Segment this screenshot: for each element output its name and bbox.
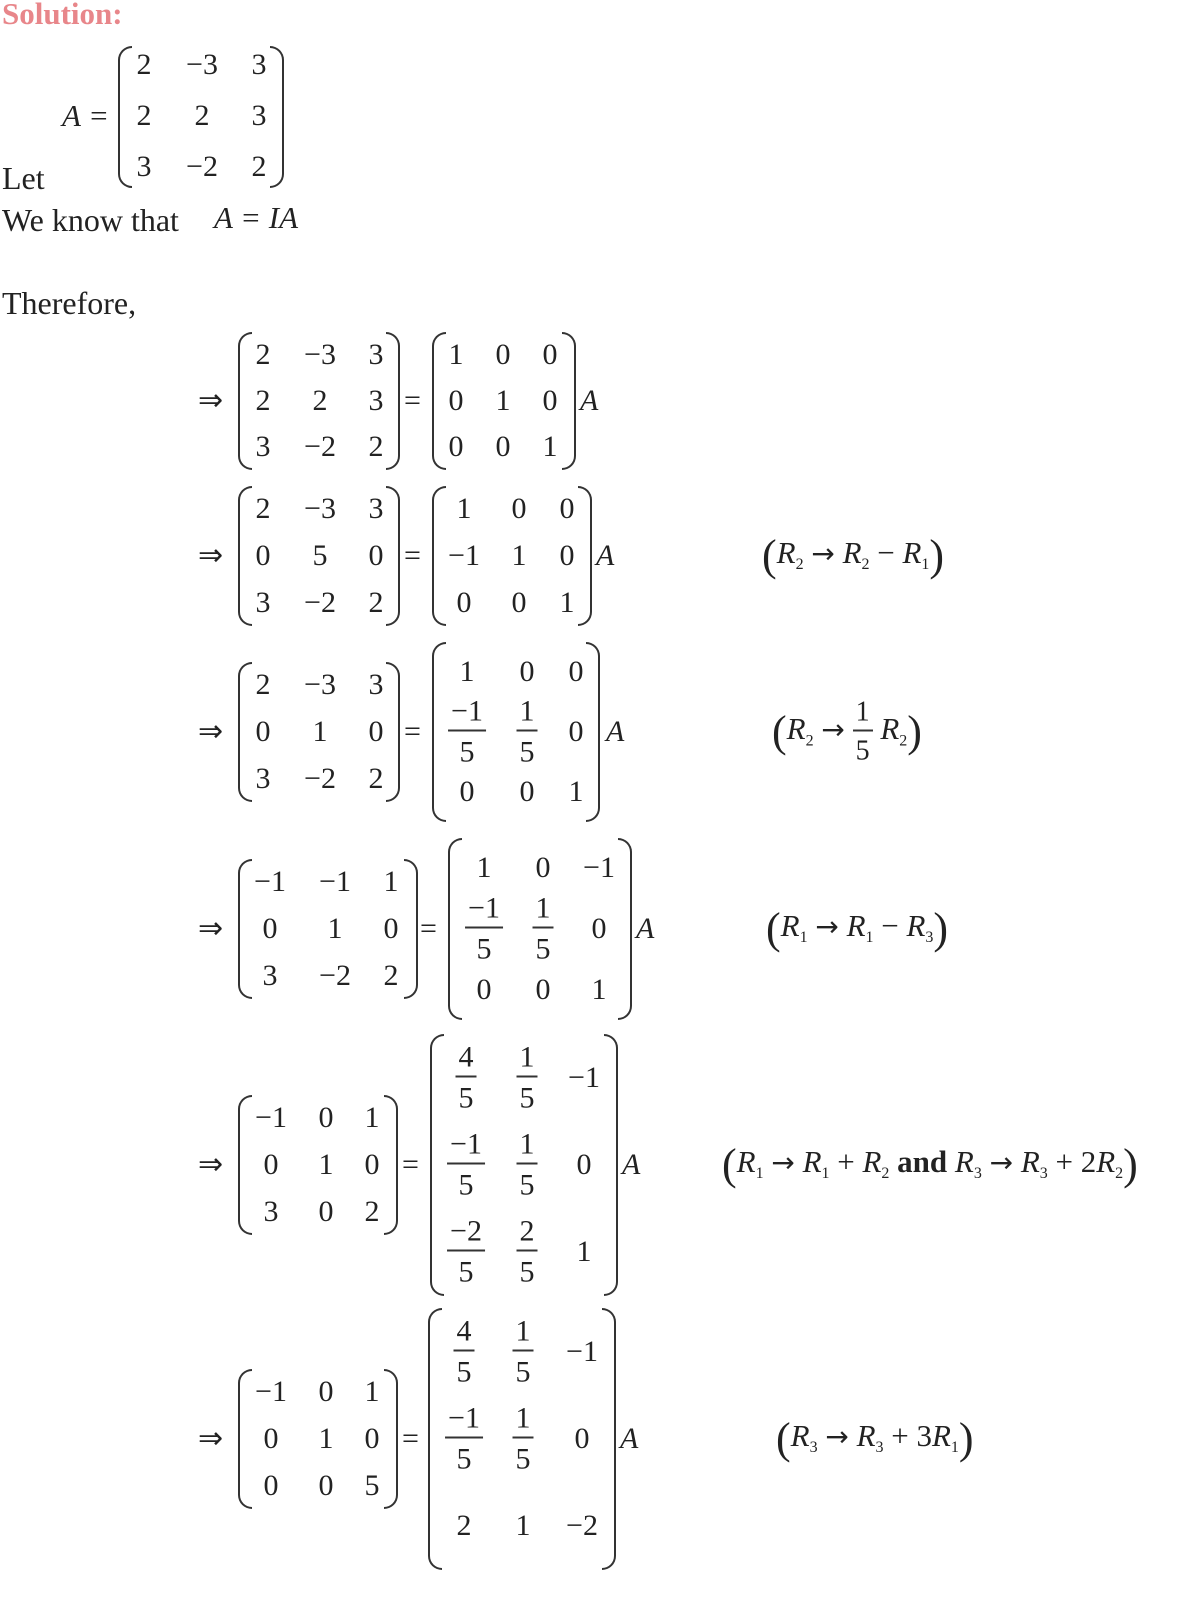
- matrix-cell: 0: [559, 539, 575, 572]
- matrix-cell: 3: [255, 585, 271, 619]
- left-matrix: [238, 1095, 398, 1235]
- row-index: 2: [1115, 1165, 1124, 1183]
- close-paren: ): [933, 904, 949, 953]
- fraction: [517, 694, 538, 769]
- matrix-cell: 1: [448, 338, 464, 371]
- identity-equation: A = IA: [214, 200, 299, 235]
- matrix-cell: 0: [318, 1194, 334, 1228]
- equals-sign: =: [404, 539, 421, 572]
- matrix-cell: [517, 1214, 538, 1289]
- matrix-cell: [513, 1316, 534, 1387]
- matrix-cell: 1: [456, 492, 472, 526]
- fraction-numerator: 1: [533, 894, 554, 929]
- matrix-cell: [454, 1316, 475, 1387]
- right-bracket: [578, 486, 592, 626]
- right-matrix: [432, 332, 576, 470]
- matrix-cell: −1: [568, 1060, 600, 1094]
- matrix-cell: −1: [448, 539, 480, 572]
- row-symbol: R: [856, 1418, 876, 1454]
- row-operation-note: (R1 → R1 − R3): [766, 904, 949, 953]
- row-index: 1: [821, 1165, 830, 1183]
- fraction-numerator: 1: [517, 1130, 538, 1165]
- fraction-denominator: 5: [519, 1168, 535, 1202]
- matrix-cell: −3: [186, 48, 218, 81]
- fraction-numerator: 1: [853, 699, 873, 732]
- close-paren: ): [929, 531, 945, 580]
- matrix-cell: −2: [186, 150, 218, 183]
- right-bracket: [602, 1308, 616, 1570]
- matrix-cell: 1: [559, 585, 575, 619]
- matrix-cell: −1: [255, 1375, 287, 1409]
- row-index: 1: [921, 556, 930, 574]
- fraction: [454, 1316, 475, 1387]
- matrix-cell: 2: [364, 1194, 380, 1228]
- fraction: [447, 1214, 485, 1289]
- matrix-cell: 1: [568, 775, 584, 808]
- matrix-cell: 3: [255, 430, 271, 463]
- row-index: 1: [799, 929, 808, 947]
- fraction: [517, 1214, 538, 1289]
- implies-symbol: ⇒: [198, 1421, 224, 1456]
- matrix-A-symbol: A: [622, 1148, 641, 1181]
- left-bracket: [238, 1369, 252, 1509]
- matrix-cell: 3: [136, 150, 152, 183]
- right-bracket: [386, 486, 400, 626]
- matrix-cell: [447, 1214, 485, 1289]
- row-operation-note: [772, 696, 922, 767]
- matrix-A-symbol: A: [606, 715, 625, 748]
- equals-sign: =: [404, 384, 421, 417]
- matrix-cell: 2: [368, 585, 384, 619]
- fraction-numerator: 1: [517, 1042, 538, 1077]
- close-paren: ): [1123, 1140, 1138, 1189]
- matrix-cell: 2: [136, 48, 152, 81]
- fraction-numerator: 4: [454, 1316, 475, 1351]
- matrix-cell: [465, 891, 503, 966]
- row-symbol: R: [776, 535, 796, 571]
- right-bracket: [386, 332, 400, 470]
- left-bracket: [238, 332, 252, 470]
- matrix-cell: 0: [591, 912, 607, 945]
- left-matrix: [238, 1369, 398, 1509]
- right-bracket: [604, 1034, 618, 1296]
- open-paren: (: [772, 707, 787, 756]
- matrix-cell: [445, 1401, 483, 1476]
- matrix-cell: 0: [542, 384, 558, 417]
- matrix-cell: 2: [136, 99, 152, 132]
- matrix-cell: 2: [456, 1509, 472, 1543]
- matrix-cell: 1: [312, 715, 328, 748]
- row-index: 3: [973, 1165, 982, 1183]
- matrix-A-symbol: A: [636, 912, 655, 945]
- left-matrix: [238, 332, 400, 470]
- matrix-cell: 0: [448, 430, 464, 463]
- fraction: [517, 1127, 538, 1202]
- right-bracket: [618, 838, 632, 1020]
- matrix-cell: 2: [255, 384, 271, 417]
- matrix-cell: −3: [304, 492, 336, 526]
- matrix-A-symbol: A: [580, 384, 599, 417]
- matrix-cell: 0: [559, 492, 575, 526]
- matrix-cell: [517, 1127, 538, 1202]
- close-paren: ): [907, 707, 922, 756]
- matrix-cell: 3: [262, 958, 278, 992]
- right-matrix: [432, 642, 600, 822]
- matrix-cell: 2: [368, 430, 384, 463]
- matrix-cell: 0: [318, 1375, 334, 1409]
- matrix-cell: 0: [495, 338, 511, 371]
- fraction: [447, 1127, 485, 1202]
- close-paren: ): [958, 1414, 974, 1463]
- fraction-denominator: 5: [519, 1255, 535, 1289]
- matrix-cell: 2: [255, 668, 271, 702]
- left-bracket: [238, 662, 252, 802]
- open-paren: (: [776, 1414, 791, 1463]
- matrix-cell: 0: [368, 715, 384, 748]
- open-paren: (: [722, 1140, 737, 1189]
- row-symbol: R: [954, 1144, 974, 1180]
- row-symbol: R: [786, 711, 806, 747]
- implies-symbol: ⇒: [198, 383, 224, 418]
- fraction-denominator: 5: [476, 932, 492, 966]
- fraction-numerator: 1: [513, 1316, 534, 1351]
- row-symbol: R: [736, 1144, 756, 1180]
- row-index: 2: [795, 556, 804, 574]
- fraction-denominator: 5: [458, 1255, 474, 1289]
- fraction-denominator: 5: [459, 735, 475, 769]
- left-bracket: [430, 1034, 444, 1296]
- fraction-numerator: −1: [447, 1130, 485, 1165]
- fraction-denominator: 5: [855, 735, 870, 767]
- matrix-cell: 0: [576, 1148, 592, 1181]
- open-paren: (: [762, 531, 777, 580]
- matrix-cell: 0: [495, 430, 511, 463]
- row-index: 3: [925, 929, 934, 947]
- matrix-cell: 0: [542, 338, 558, 371]
- matrix-cell: 3: [368, 492, 384, 526]
- left-matrix: [238, 859, 418, 999]
- fraction-denominator: 5: [515, 1442, 531, 1476]
- fraction: [513, 1316, 534, 1387]
- arrow-symbol: →: [811, 537, 835, 571]
- arrow-symbol: →: [771, 1146, 795, 1180]
- row-symbol: R: [846, 908, 866, 944]
- matrix-cell: 0: [368, 539, 384, 572]
- matrix-cell: [517, 694, 538, 769]
- matrix-cell: 0: [535, 851, 551, 885]
- matrix-cell: 2: [312, 384, 328, 417]
- matrix-cell: −2: [319, 958, 351, 992]
- matrix-cell: −2: [304, 761, 336, 795]
- right-bracket: [386, 662, 400, 802]
- matrix-cell: 1: [576, 1235, 592, 1269]
- matrix-cell: 2: [368, 761, 384, 795]
- matrix-cell: 1: [327, 912, 343, 945]
- left-bracket: [448, 838, 462, 1020]
- fraction-denominator: 5: [458, 1081, 474, 1115]
- row-operation-note: (R3 → R3 + 3R1): [776, 1414, 974, 1463]
- matrix-cell: −3: [304, 668, 336, 702]
- arrow-symbol: →: [815, 910, 839, 944]
- left-bracket: [238, 1095, 252, 1235]
- fraction-denominator: 5: [519, 1081, 535, 1115]
- fraction-numerator: −2: [447, 1217, 485, 1252]
- row-symbol: R: [880, 711, 900, 747]
- matrix-cell: 0: [456, 585, 472, 619]
- and-word: and: [897, 1144, 948, 1180]
- matrix-cell: 2: [255, 492, 271, 526]
- row-index: 3: [1039, 1165, 1048, 1183]
- matrix-cell: −1: [583, 851, 615, 885]
- matrix-cell: 0: [519, 775, 535, 808]
- left-matrix: [238, 486, 400, 626]
- fraction-denominator: 5: [515, 1355, 531, 1389]
- matrix-cell: 0: [263, 1148, 279, 1181]
- matrix-cell: 0: [476, 972, 492, 1006]
- matrix-cell: 0: [255, 715, 271, 748]
- fraction-numerator: −1: [465, 894, 503, 929]
- matrix-cell: −1: [566, 1334, 598, 1368]
- row-index: 1: [755, 1165, 764, 1183]
- matrix-cell: 0: [448, 384, 464, 417]
- matrix-cell: 0: [459, 775, 475, 808]
- matrix-cell: 3: [255, 761, 271, 795]
- matrix-cell: [447, 1127, 485, 1202]
- matrix-cell: 0: [318, 1468, 334, 1502]
- matrix-cell: 5: [312, 539, 328, 572]
- row-index: 3: [875, 1439, 884, 1457]
- matrix-cell: 1: [476, 851, 492, 885]
- matrix-cell: 1: [383, 865, 399, 899]
- matrix-cell: [448, 694, 486, 769]
- row-symbol: R: [780, 908, 800, 944]
- left-bracket: [428, 1308, 442, 1570]
- matrix-cell: 1: [542, 430, 558, 463]
- matrix-cell: 1: [364, 1101, 380, 1135]
- row-index: 2: [805, 732, 814, 750]
- row-symbol: R: [862, 1144, 882, 1180]
- matrix-cell: 3: [251, 48, 267, 81]
- arrow-symbol: →: [825, 1420, 849, 1454]
- matrix-cell: −2: [304, 430, 336, 463]
- left-matrix: [238, 662, 400, 802]
- matrix-cell: [456, 1042, 477, 1113]
- arrow-symbol: →: [821, 713, 845, 747]
- matrix-cell: 0: [262, 912, 278, 945]
- implies-symbol: ⇒: [198, 911, 224, 946]
- row-operation-note: (R1 → R1 + R2 and R3 → R3 + 2R2): [722, 1140, 1138, 1189]
- left-bracket: [432, 332, 446, 470]
- right-matrix: [448, 838, 632, 1020]
- matrix-cell: 0: [364, 1422, 380, 1455]
- row-symbol: R: [842, 535, 862, 571]
- row-index: 2: [881, 1165, 890, 1183]
- fraction: [465, 891, 503, 966]
- row-index: 2: [861, 556, 870, 574]
- fraction: [517, 1042, 538, 1113]
- row-symbol: R: [802, 1144, 822, 1180]
- matrix-cell: 1: [318, 1148, 334, 1181]
- fraction-numerator: −1: [445, 1404, 483, 1439]
- matrix-cell: [517, 1042, 538, 1113]
- matrix-cell: 0: [263, 1422, 279, 1455]
- equals-sign: =: [420, 912, 437, 945]
- fraction-denominator: 5: [519, 735, 535, 769]
- matrix-cell: 0: [255, 539, 271, 572]
- right-bracket: [404, 859, 418, 999]
- matrix-cell: 3: [263, 1194, 279, 1228]
- matrix-cell: 2: [194, 99, 210, 132]
- matrix-cell: −1: [255, 1101, 287, 1135]
- matrix-cell: 1: [459, 655, 475, 688]
- right-matrix: [430, 1034, 618, 1296]
- matrix-cell: 0: [568, 715, 584, 748]
- matrix-cell: 0: [318, 1101, 334, 1135]
- equals-sign: =: [404, 715, 421, 748]
- matrix-A-symbol: A: [620, 1422, 639, 1455]
- left-bracket: [432, 486, 446, 626]
- row-symbol: R: [906, 908, 926, 944]
- matrix-cell: [513, 1401, 534, 1476]
- fraction-numerator: 1: [513, 1404, 534, 1439]
- right-bracket: [384, 1095, 398, 1235]
- matrix-cell: 2: [251, 150, 267, 183]
- matrix-cell: 0: [568, 655, 584, 688]
- equals-sign: =: [402, 1148, 419, 1181]
- matrix-cell: 0: [263, 1468, 279, 1502]
- row-index: 2: [899, 732, 908, 750]
- right-matrix: [428, 1308, 616, 1570]
- row-symbol: R: [1020, 1144, 1040, 1180]
- right-bracket: [586, 642, 600, 822]
- fraction-numerator: −1: [448, 697, 486, 732]
- matrix-cell: 1: [591, 972, 607, 1006]
- matrix-cell: 3: [368, 384, 384, 417]
- matrix-cell: 0: [511, 585, 527, 619]
- row-index: 1: [950, 1439, 959, 1457]
- row-symbol: R: [1096, 1144, 1116, 1180]
- fraction: [448, 694, 486, 769]
- matrix-cell: 0: [574, 1422, 590, 1455]
- matrix-cell: 2: [383, 958, 399, 992]
- open-paren: (: [766, 904, 781, 953]
- fraction-denominator: 5: [456, 1442, 472, 1476]
- matrix-cell: −1: [254, 865, 286, 899]
- fraction: [513, 1401, 534, 1476]
- matrix-cell: 0: [364, 1148, 380, 1181]
- matrix-cell: −3: [304, 338, 336, 371]
- matrix-cell: −2: [566, 1509, 598, 1543]
- row-symbol: R: [931, 1418, 951, 1454]
- row-index: 3: [809, 1439, 818, 1457]
- matrix-cell: 3: [368, 338, 384, 371]
- right-matrix: [432, 486, 592, 626]
- let-text: Let: [2, 160, 45, 196]
- fraction: [445, 1401, 483, 1476]
- row-operation-note: (R2 → R2 − R1): [762, 531, 945, 580]
- fraction-denominator: 5: [458, 1168, 474, 1202]
- fraction: [533, 891, 554, 966]
- row-symbol: R: [790, 1418, 810, 1454]
- matrix-cell: 1: [364, 1375, 380, 1409]
- matrix-cell: −1: [319, 865, 351, 899]
- matrix-cell: −2: [304, 585, 336, 619]
- matrix-cell: 5: [364, 1468, 380, 1502]
- solution-heading: Solution:: [2, 0, 123, 31]
- matrix-cell: 3: [251, 99, 267, 132]
- matrix-cell: [533, 891, 554, 966]
- matrix-cell: 0: [535, 972, 551, 1006]
- fraction-numerator: 4: [456, 1042, 477, 1077]
- therefore-text: Therefore,: [2, 285, 137, 321]
- implies-symbol: ⇒: [198, 714, 224, 749]
- implies-symbol: ⇒: [198, 538, 224, 573]
- matrix-cell: 1: [515, 1509, 531, 1543]
- matrix-cell: 1: [511, 539, 527, 572]
- fraction-numerator: 1: [517, 697, 538, 732]
- arrow-symbol: →: [989, 1146, 1014, 1180]
- fraction: [853, 696, 873, 767]
- implies-symbol: ⇒: [198, 1147, 224, 1182]
- left-bracket: [238, 486, 252, 626]
- matrix-cell: 1: [318, 1422, 334, 1455]
- matrix-cell: 0: [511, 492, 527, 526]
- matrix-cell: 2: [255, 338, 271, 371]
- matrix-cell: 0: [519, 655, 535, 688]
- matrix-cell: 1: [495, 384, 511, 417]
- row-index: 1: [865, 929, 874, 947]
- fraction-numerator: 2: [517, 1217, 538, 1252]
- matrix-cell: 3: [368, 668, 384, 702]
- right-bracket: [384, 1369, 398, 1509]
- we-know-text: We know that: [2, 202, 179, 238]
- fraction-denominator: 5: [456, 1355, 472, 1389]
- matrix-cell: 0: [383, 912, 399, 945]
- fraction: [456, 1042, 477, 1113]
- right-bracket: [562, 332, 576, 470]
- matrix-A-symbol: A: [596, 539, 615, 572]
- left-bracket: [432, 642, 446, 822]
- matrix-A-label: A =: [62, 98, 110, 133]
- fraction-denominator: 5: [535, 932, 551, 966]
- equals-sign: =: [402, 1422, 419, 1455]
- row-symbol: R: [902, 535, 922, 571]
- left-bracket: [238, 859, 252, 999]
- matrix-A: [118, 46, 284, 188]
